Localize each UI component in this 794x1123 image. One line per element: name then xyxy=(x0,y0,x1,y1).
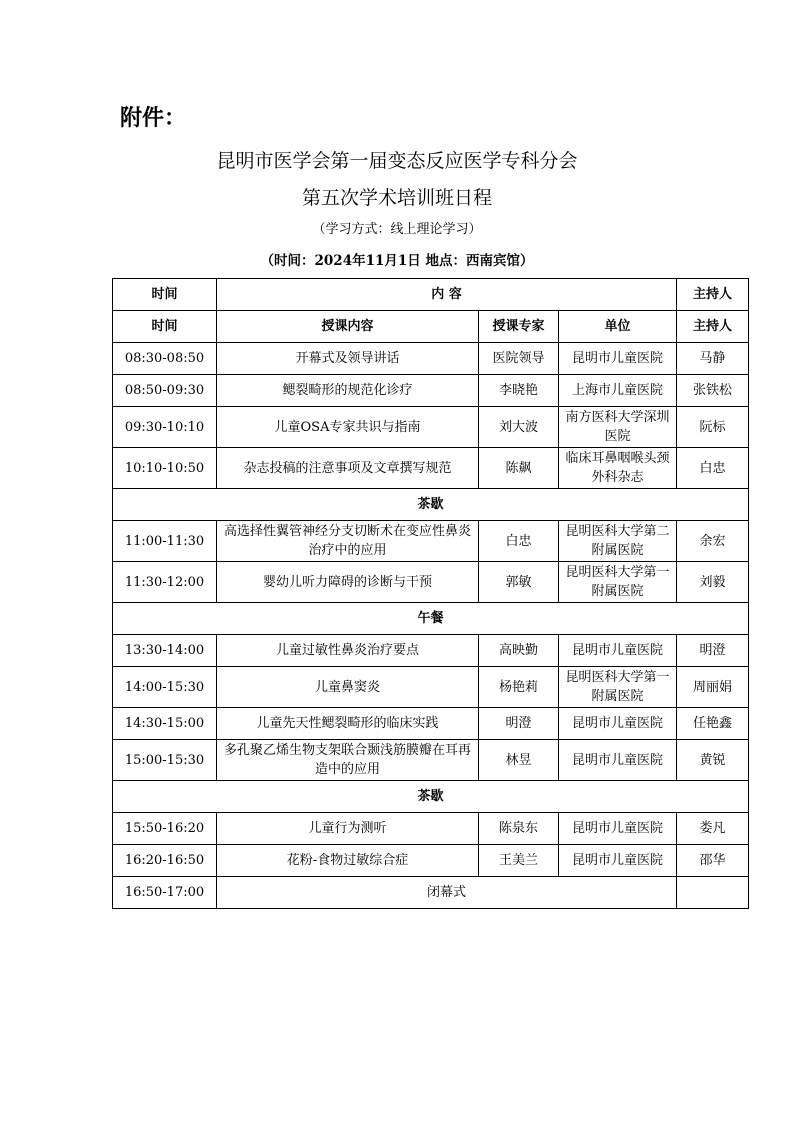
cell-speaker: 王美兰 xyxy=(479,845,559,877)
attachment-label: 附件： xyxy=(120,106,187,131)
cell-time: 15:00-15:30 xyxy=(113,740,217,781)
cell-unit: 昆明医科大学第一附属医院 xyxy=(559,667,677,708)
cell-unit: 昆明医科大学第二附属医院 xyxy=(559,521,677,562)
cell-speaker: 高映勤 xyxy=(479,635,559,667)
cell-host: 周丽娟 xyxy=(677,667,749,708)
break-row xyxy=(113,603,749,635)
cell-time: 09:30-10:10 xyxy=(113,407,217,448)
cell-topic: 婴幼儿听力障碍的诊断与干预 xyxy=(217,562,479,603)
header-row-1 xyxy=(113,279,749,311)
cell-host: 娄凡 xyxy=(677,813,749,845)
cell-speaker: 明澄 xyxy=(479,708,559,740)
header-unit: 单位 xyxy=(559,311,677,343)
cell-time: 08:50-09:30 xyxy=(113,375,217,407)
cell-host: 张铁松 xyxy=(677,375,749,407)
cell-host: 阮标 xyxy=(677,407,749,448)
break-row xyxy=(113,781,749,813)
cell-topic: 多孔聚乙烯生物支架联合颞浅筋膜瓣在耳再造中的应用 xyxy=(217,740,479,781)
cell-host: 马静 xyxy=(677,343,749,375)
header-content: 内 容 xyxy=(217,279,677,311)
table-row xyxy=(113,667,749,708)
cell-speaker: 林昱 xyxy=(479,740,559,781)
cell-speaker: 郭敏 xyxy=(479,562,559,603)
study-mode-note: （学习方式：线上理论学习） xyxy=(312,222,482,237)
header-time: 时间 xyxy=(113,311,217,343)
table-row xyxy=(113,521,749,562)
cell-unit: 南方医科大学深圳医院 xyxy=(559,407,677,448)
cell-host: 黄锐 xyxy=(677,740,749,781)
cell-time: 16:50-17:00 xyxy=(113,877,217,909)
cell-time: 11:30-12:00 xyxy=(113,562,217,603)
cell-unit: 昆明医科大学第一附属医院 xyxy=(559,562,677,603)
cell-speaker: 白忠 xyxy=(479,521,559,562)
cell-time: 14:00-15:30 xyxy=(113,667,217,708)
cell-speaker: 医院领导 xyxy=(479,343,559,375)
table-row xyxy=(113,562,749,603)
cell-unit: 昆明市儿童医院 xyxy=(559,740,677,781)
cell-speaker: 陈泉东 xyxy=(479,813,559,845)
table-row xyxy=(113,740,749,781)
cell-host xyxy=(677,877,749,909)
cell-time: 16:20-16:50 xyxy=(113,845,217,877)
break-label: 午餐 xyxy=(113,603,749,635)
table-row xyxy=(113,635,749,667)
cell-speaker: 杨艳莉 xyxy=(479,667,559,708)
cell-time: 10:10-10:50 xyxy=(113,448,217,489)
cell-closing: 闭幕式 xyxy=(217,877,677,909)
header-row-2 xyxy=(113,311,749,343)
time-location-note: （时间：2024年11月1日 地点：西南宾馆） xyxy=(260,253,534,269)
cell-host: 任艳鑫 xyxy=(677,708,749,740)
cell-time: 08:30-08:50 xyxy=(113,343,217,375)
break-label: 茶歇 xyxy=(113,489,749,521)
table-row xyxy=(113,845,749,877)
cell-host: 明澄 xyxy=(677,635,749,667)
cell-speaker: 陈飙 xyxy=(479,448,559,489)
table-row xyxy=(113,407,749,448)
cell-speaker: 李晓艳 xyxy=(479,375,559,407)
cell-topic: 花粉-食物过敏综合症 xyxy=(217,845,479,877)
header-speaker: 授课专家 xyxy=(479,311,559,343)
cell-time: 14:30-15:00 xyxy=(113,708,217,740)
schedule-table xyxy=(112,278,749,909)
table-row xyxy=(113,813,749,845)
header-time: 时间 xyxy=(113,279,217,311)
cell-time: 15:50-16:20 xyxy=(113,813,217,845)
header-topic: 授课内容 xyxy=(217,311,479,343)
cell-speaker: 刘大波 xyxy=(479,407,559,448)
cell-unit: 昆明市儿童医院 xyxy=(559,635,677,667)
cell-topic: 儿童过敏性鼻炎治疗要点 xyxy=(217,635,479,667)
table-row xyxy=(113,448,749,489)
cell-unit: 昆明市儿童医院 xyxy=(559,813,677,845)
cell-time: 11:00-11:30 xyxy=(113,521,217,562)
cell-host: 白忠 xyxy=(677,448,749,489)
cell-unit: 昆明市儿童医院 xyxy=(559,343,677,375)
table-row xyxy=(113,343,749,375)
document-subtitle: 第五次学术培训班日程 xyxy=(301,187,492,209)
cell-topic: 高选择性翼管神经分支切断术在变应性鼻炎治疗中的应用 xyxy=(217,521,479,562)
cell-topic: 儿童先天性鳃裂畸形的临床实践 xyxy=(217,708,479,740)
table-row xyxy=(113,708,749,740)
cell-host: 邵华 xyxy=(677,845,749,877)
cell-host: 余宏 xyxy=(677,521,749,562)
table-row xyxy=(113,375,749,407)
cell-topic: 开幕式及领导讲话 xyxy=(217,343,479,375)
cell-unit: 昆明市儿童医院 xyxy=(559,708,677,740)
break-label: 茶歇 xyxy=(113,781,749,813)
document-title: 昆明市医学会第一届变态反应医学专科分会 xyxy=(216,150,578,172)
cell-topic: 杂志投稿的注意事项及文章撰写规范 xyxy=(217,448,479,489)
cell-unit: 临床耳鼻咽喉头颈外科杂志 xyxy=(559,448,677,489)
table-row xyxy=(113,877,749,909)
header-host: 主持人 xyxy=(677,279,749,311)
cell-topic: 鳃裂畸形的规范化诊疗 xyxy=(217,375,479,407)
cell-topic: 儿童OSA专家共识与指南 xyxy=(217,407,479,448)
cell-host: 刘毅 xyxy=(677,562,749,603)
cell-topic: 儿童鼻窦炎 xyxy=(217,667,479,708)
break-row xyxy=(113,489,749,521)
cell-time: 13:30-14:00 xyxy=(113,635,217,667)
header-host: 主持人 xyxy=(677,311,749,343)
cell-unit: 昆明市儿童医院 xyxy=(559,845,677,877)
cell-topic: 儿童行为测听 xyxy=(217,813,479,845)
cell-unit: 上海市儿童医院 xyxy=(559,375,677,407)
